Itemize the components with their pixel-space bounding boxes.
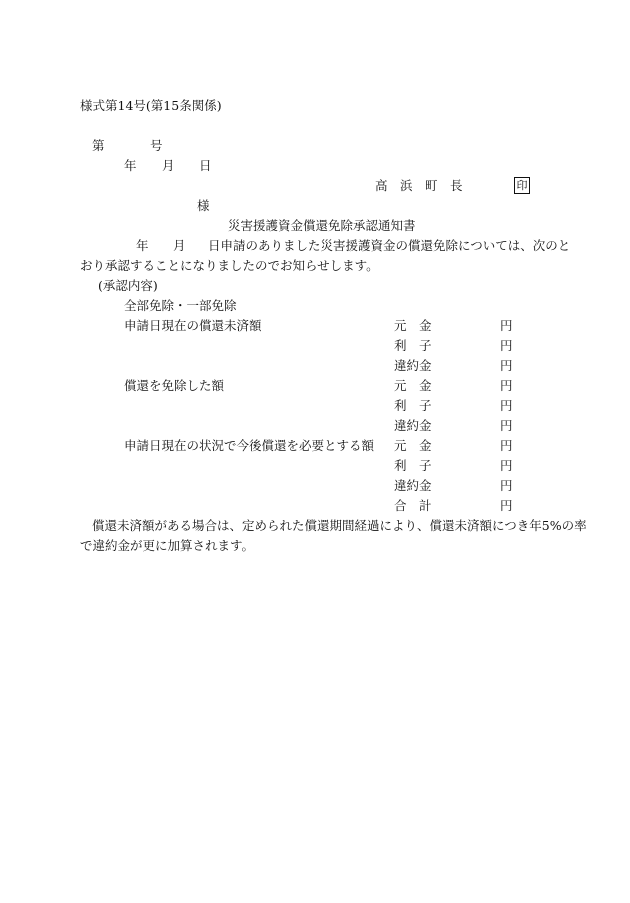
form-label: 様式第14号(第15条関係) [80,98,222,113]
amount-unit: 円 [500,378,513,393]
body-line-2: おり承認することになりましたのでお知らせします。 [80,258,379,273]
section-label: 申請日現在の状況で今後償還を必要とする額 [124,438,375,453]
amount-item: 元 金 [394,318,432,333]
document-number-prefix: 第 [92,138,105,153]
body-year: 年 [136,238,149,253]
amount-unit: 円 [500,338,513,353]
amount-unit: 円 [500,398,513,413]
document-number-suffix: 号 [150,138,163,153]
issuer-title: 高 浜 町 長 [375,178,463,193]
amount-item: 利 子 [394,398,432,413]
section-label: 申請日現在の償還未済額 [124,318,262,333]
date-day: 日 [199,158,212,173]
amount-item: 違約金 [394,478,432,493]
date-year: 年 [124,158,137,173]
note-line-2: で違約金が更に加算されます。 [80,538,255,553]
date-month: 月 [162,158,175,173]
amount-item: 元 金 [394,438,432,453]
note-line-1: 償還未済額がある場合は、定められた償還期間経過により、償還未済額につき年5%の率 [92,518,587,533]
amount-unit: 円 [500,458,513,473]
approval-heading: (承認内容) [98,278,158,293]
amount-item: 違約金 [394,358,432,373]
body-month: 月 [173,238,186,253]
amount-item: 利 子 [394,458,432,473]
section-label: 償還を免除した額 [124,378,225,393]
amount-item: 元 金 [394,378,432,393]
seal-mark: 印 [514,177,530,194]
amount-unit: 円 [500,318,513,333]
amount-unit: 円 [500,498,513,513]
body-line-1: 日申請のありました災害援護資金の償還免除については、次のと [208,238,571,253]
amount-item: 違約金 [394,418,432,433]
amount-item: 利 子 [394,338,432,353]
amount-unit: 円 [500,438,513,453]
addressee-suffix: 様 [197,198,210,213]
amount-item: 合 計 [394,498,432,513]
amount-unit: 円 [500,358,513,373]
approval-type: 全部免除・一部免除 [124,298,237,313]
amount-unit: 円 [500,418,513,433]
document-title: 災害援護資金償還免除承認通知書 [228,218,416,233]
amount-unit: 円 [500,478,513,493]
